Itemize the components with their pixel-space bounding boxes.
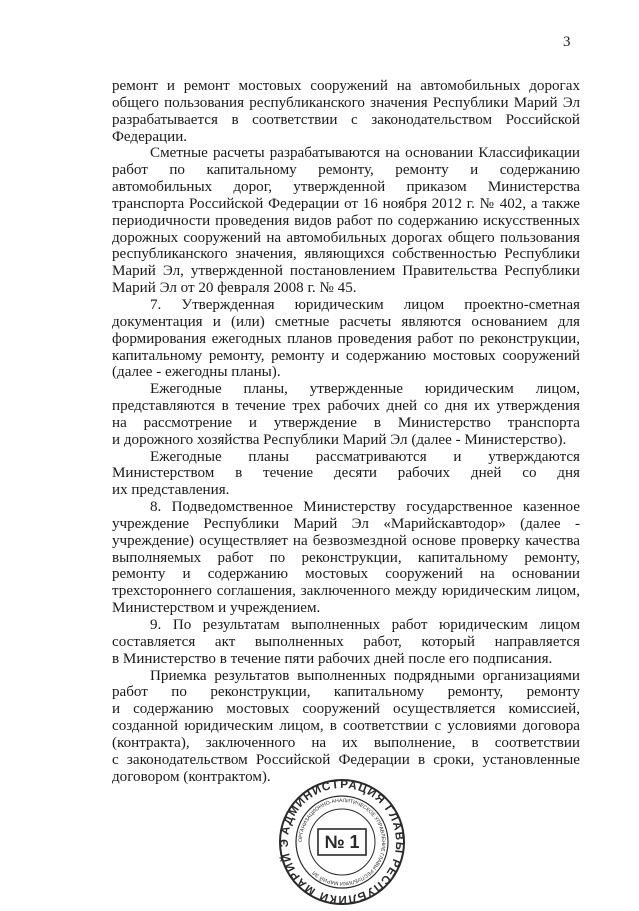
text-line: дорожных сооружений на автомобильных дорогах общего пользования xyxy=(112,229,580,246)
paragraph xyxy=(112,617,580,668)
text-line: в Министерство в течение пяти рабочих дней после его подписания. xyxy=(112,650,553,667)
text-line: их представления. xyxy=(112,482,230,499)
text-line: формирования ежегодных планов проведения работ по реконструкции, xyxy=(112,330,580,347)
text-line: документация и (или) сметные расчеты являются основанием для xyxy=(112,313,580,330)
text-line: учреждение) осуществляет на безвозмездной основе проверку качества xyxy=(112,532,580,549)
text-line: на рассмотрение и утверждение в Министерство транспорта xyxy=(112,414,580,431)
paragraph xyxy=(112,381,580,448)
text-line: Министерством в течение десяти рабочих дней со дня xyxy=(112,465,580,482)
text-line: (далее - ежегодны планы). xyxy=(112,364,281,381)
text-line: ремонт и ремонт мостовых сооружений на автомобильных дорогах xyxy=(112,78,580,94)
text-line: выполняемых работ по реконструкции, капитальному ремонту, xyxy=(112,549,580,566)
stamp-outer-text: АДМИНИСТРАЦИЯ ГЛАВЫ РЕСПУБЛИКИ МАРИЙ ЭЛ xyxy=(273,769,406,906)
text-line: представляются в течение трех рабочих дней со дня их утверждения xyxy=(112,398,580,415)
official-stamp xyxy=(273,769,406,906)
text-line: ремонту и содержанию мостовых сооружений на основании xyxy=(112,566,580,583)
text-line: трехстороннего соглашения, заключенного между юридическим лицом, xyxy=(112,583,580,600)
text-line: работ по реконструкции, капитальному ремонту, ремонту xyxy=(112,684,580,701)
stamp-seal-icon xyxy=(273,769,406,906)
text-line: и содержанию мостовых сооружений осуществляется комиссией, xyxy=(112,701,580,718)
text-line: 7. Утвержденная юридическим лицом проектно-сметная xyxy=(150,296,580,313)
text-line: учреждение Республики Марий Эл «Марийскавтодор» (далее - xyxy=(112,515,580,532)
text-line: 8. Подведомственное Министерству государственное казенное xyxy=(150,499,580,516)
text-line: капитальному ремонту, ремонту и содержанию мостовых сооружений xyxy=(112,347,580,364)
page-number: 3 xyxy=(563,34,571,50)
text-line: и дорожного хозяйства Республики Марий Эл (далее - Министерство). xyxy=(112,431,567,448)
text-line: Марий Эл, утвержденной постановлением Правительства Республики xyxy=(112,263,580,280)
text-line: периодичности проведения видов работ по содержанию искусственных xyxy=(112,212,580,229)
text-line: Ежегодные планы, утвержденные юридическим лицом, xyxy=(150,381,580,398)
text-line: Федерации. xyxy=(112,128,188,145)
text-line: Сметные расчеты разрабатываются на основании Классификации xyxy=(150,145,580,162)
text-line: составляется акт выполненных работ, который направляется xyxy=(112,633,580,650)
text-line: разрабатывается в соответствии с законодательством Российской xyxy=(112,111,580,128)
paragraph xyxy=(112,449,580,500)
text-line: Марий Эл от 20 февраля 2008 г. № 45. xyxy=(112,280,357,297)
text-line: работ по капитальному ремонту, ремонту и содержанию xyxy=(112,162,580,179)
text-line: республиканского значения, являющихся собственностью Республики xyxy=(112,246,580,263)
stamp-inner-text: ОРГАНИЗАЦИОННО-АНАЛИТИЧЕСКОЕ УПРАВЛЕНИЕ ГЛАВЫ РЕСПУБЛИКИ МАРИЙ ЭЛ xyxy=(297,797,387,887)
text-line: Приемка результатов выполненных подрядными организациями xyxy=(150,667,580,684)
text-line: автомобильных дорог, утвержденной приказом Министерства xyxy=(112,179,580,196)
document-body xyxy=(112,78,580,785)
text-line: транспорта Российской Федерации от 16 ноября 2012 г. № 402, а также xyxy=(112,195,580,212)
paragraph xyxy=(112,668,580,786)
paragraph xyxy=(112,297,580,381)
paragraph xyxy=(112,145,580,297)
text-line: 9. По результатам выполненных работ юридическим лицом xyxy=(150,617,580,633)
text-line: (контракта), заключенного на их выполнение, в соответствии xyxy=(112,734,580,751)
text-line: созданной юридическим лицом, в соответствии с условиями договора xyxy=(112,718,580,735)
text-line: с законодательством Российской Федерации в сроки, установленные xyxy=(112,751,580,768)
stamp-number: № 1 xyxy=(324,832,360,852)
text-line: договором (контрактом). xyxy=(112,768,271,785)
text-line: общего пользования республиканского значения Республики Марий Эл xyxy=(112,94,580,111)
text-line: Министерством и учреждением. xyxy=(112,600,321,617)
paragraph xyxy=(112,78,580,145)
text-line: Ежегодные планы рассматриваются и утверждаются xyxy=(150,448,580,465)
paragraph xyxy=(112,499,580,617)
